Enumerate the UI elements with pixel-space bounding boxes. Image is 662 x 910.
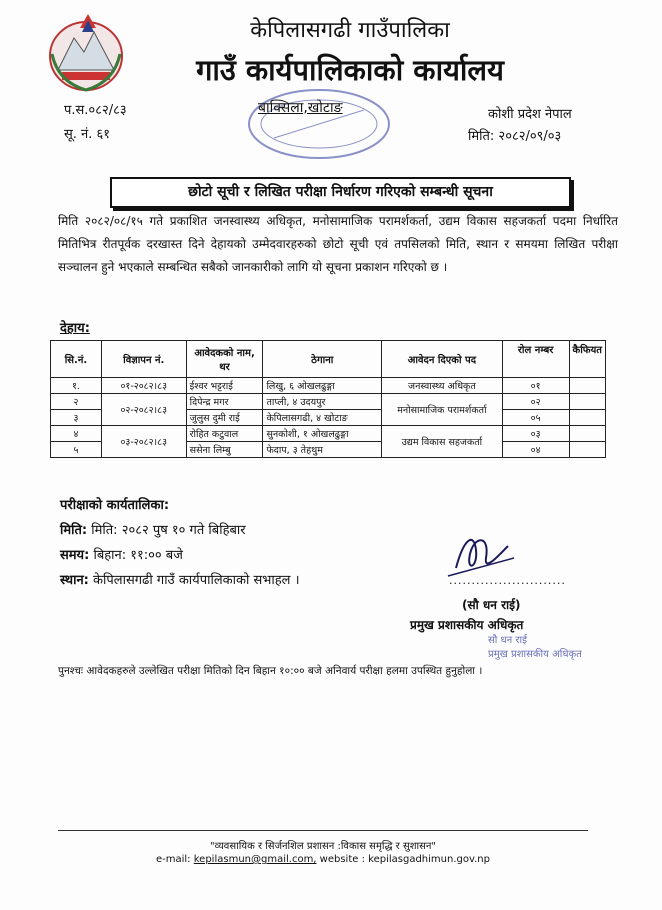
candidate-table xyxy=(50,340,606,458)
notice-body: मिति २०८२/०८/१५ गते प्रकाशित जनस्वास्थ्य अधिकृत, मनोसामाजिक परामर्शकर्ता, उद्यम विकास सहजकर्ता पदमा निर्धारित मितिभित्र रीतपूर्वक दरखास्त दिने देहायको उम्मेदवारहरुको छोटो सूची एवं तपसिलको मिति, स्थान र समयमा लिखित परीक्षा सञ्चालन हुने भएकाले सम्बन्धित सबैको जानकारीको लागि यो सूचना प्रकाशन गरिएको छ । xyxy=(58,214,618,274)
cell-sn: ५ xyxy=(51,442,102,458)
chalani-number: सू. नं. ६१ xyxy=(64,127,111,142)
cell-address: ताप्ली, ४ उदयपुर xyxy=(263,394,382,410)
office-name: गाउँ कार्यपालिकाको कार्यालय xyxy=(196,53,504,87)
col-post: आवेदन दिएको पद xyxy=(382,341,503,378)
cell-post: उद्यम विकास सहजकर्ता xyxy=(382,426,503,458)
postscript-note: पुनश्चः आवेदकहरुले उल्लेखित परीक्षा मितिको दिन बिहान १०:०० बजे अनिवार्य परीक्षा हलमा उपस्थित हुनुहोला । xyxy=(58,665,483,677)
cell-adv: ०२-२०८२।८३ xyxy=(101,394,186,426)
cell-roll: ०५ xyxy=(502,410,569,426)
nepal-emblem-icon xyxy=(44,8,128,94)
exam-place-row xyxy=(60,570,300,588)
cell-adv: ०३-२०८२।८३ xyxy=(101,426,186,458)
website-link[interactable]: website : kepilasgadhimun.gov.np xyxy=(319,854,490,865)
cell-remark xyxy=(569,426,605,442)
cell-remark xyxy=(569,442,605,458)
cell-name: ससेना लिम्बु xyxy=(186,442,263,458)
signature-line: .......................... xyxy=(449,574,566,587)
exam-time-value: बिहान: ११:०० बजे xyxy=(93,548,183,563)
table-header-row xyxy=(51,341,606,378)
exam-time-label: समय: xyxy=(60,548,90,563)
cell-remark xyxy=(569,394,605,410)
cell-name: दिपेन्द्र मगर xyxy=(186,394,263,410)
reference-number: प.स.०८२/८३ xyxy=(64,103,127,118)
cell-roll: ०१ xyxy=(502,378,569,394)
col-sn: सि.नं. xyxy=(51,341,102,378)
exam-place-label: स्थान: xyxy=(60,573,89,588)
stamp-post: प्रमुख प्रशासकीय अधिकृत xyxy=(488,649,582,660)
cell-roll: ०२ xyxy=(502,394,569,410)
col-name: आवेदकको नाम, थर xyxy=(186,341,263,378)
issue-date: मिति: २०८२/०९/०३ xyxy=(468,129,562,144)
exam-time-row xyxy=(60,545,183,563)
exam-date-value: मिति: २०८२ पुष १० गते बिहिबार xyxy=(91,523,246,538)
stamp-name: सौ धन राई xyxy=(488,635,527,646)
email-link[interactable]: kepilasmun@gmail.com, xyxy=(193,854,317,865)
footer-contact xyxy=(58,854,588,865)
footer-motto: "व्यवसायिक र सिर्जनशिल प्रशासन :विकास समृद्धि र सुशासन" xyxy=(209,841,437,852)
cell-remark xyxy=(569,378,605,394)
municipality-name: केपिलासगढी गाउँपालिका xyxy=(250,18,450,43)
cell-address: लिखु, ६ ओखलढुङ्गा xyxy=(263,378,382,394)
cell-adv: ०१-२०८२।८३ xyxy=(101,378,186,394)
cell-remark xyxy=(569,410,605,426)
cell-roll: ०४ xyxy=(502,442,569,458)
exam-date-label: मिति: xyxy=(60,523,88,538)
cell-sn: १. xyxy=(51,378,102,394)
footer-divider xyxy=(58,830,588,831)
cell-name: जुलुस दुमी राई xyxy=(186,410,263,426)
cell-post: जनस्वास्थ्य अधिकृत xyxy=(382,378,503,394)
signature-icon xyxy=(446,528,516,578)
cell-address: सुनकोशी, १ ओखलढुङ्गा xyxy=(263,426,382,442)
exam-schedule-heading: परीक्षाको कार्यतालिका: xyxy=(60,498,170,513)
exam-place-value: केपिलासगढी गाउँ कार्यपालिकाको सभाहल । xyxy=(93,573,300,588)
cell-address: केपिलासगढी, ४ खोटाङ xyxy=(263,410,382,426)
province: कोशी प्रदेश नेपाल xyxy=(488,107,572,122)
cell-sn: ४ xyxy=(51,426,102,442)
table-row xyxy=(51,394,606,410)
table-row xyxy=(51,378,606,394)
cell-sn: २ xyxy=(51,394,102,410)
col-address: ठेगाना xyxy=(263,341,382,378)
exam-date-row xyxy=(60,520,246,538)
cell-address: फेदाप, ३ तेहथुम xyxy=(263,442,382,458)
signatory-name: (सौ धन राई) xyxy=(462,598,521,612)
office-address: बाक्सिला,खोटाङ xyxy=(258,100,343,116)
cell-roll: ०३ xyxy=(502,426,569,442)
signatory-post: प्रमुख प्रशासकीय अधिकृत xyxy=(410,618,524,632)
cell-name: रोहित कटुवाल xyxy=(186,426,263,442)
col-advertisement: विज्ञापन नं. xyxy=(101,341,186,378)
cell-name: ईश्वर भट्टराई xyxy=(186,378,263,394)
cell-sn: ३ xyxy=(51,410,102,426)
col-roll: रोल नम्बर xyxy=(502,341,569,378)
notice-title: छोटो सूची र लिखित परीक्षा निर्धारण गरिएको सम्बन्धी सूचना xyxy=(110,177,571,208)
cell-post: मनोसामाजिक परामर्शकर्ता xyxy=(382,394,503,426)
email-label: e-mail: xyxy=(156,854,191,865)
col-remark: कैफियत xyxy=(569,341,605,378)
table-row xyxy=(51,426,606,442)
list-label: देहाय: xyxy=(60,321,90,336)
